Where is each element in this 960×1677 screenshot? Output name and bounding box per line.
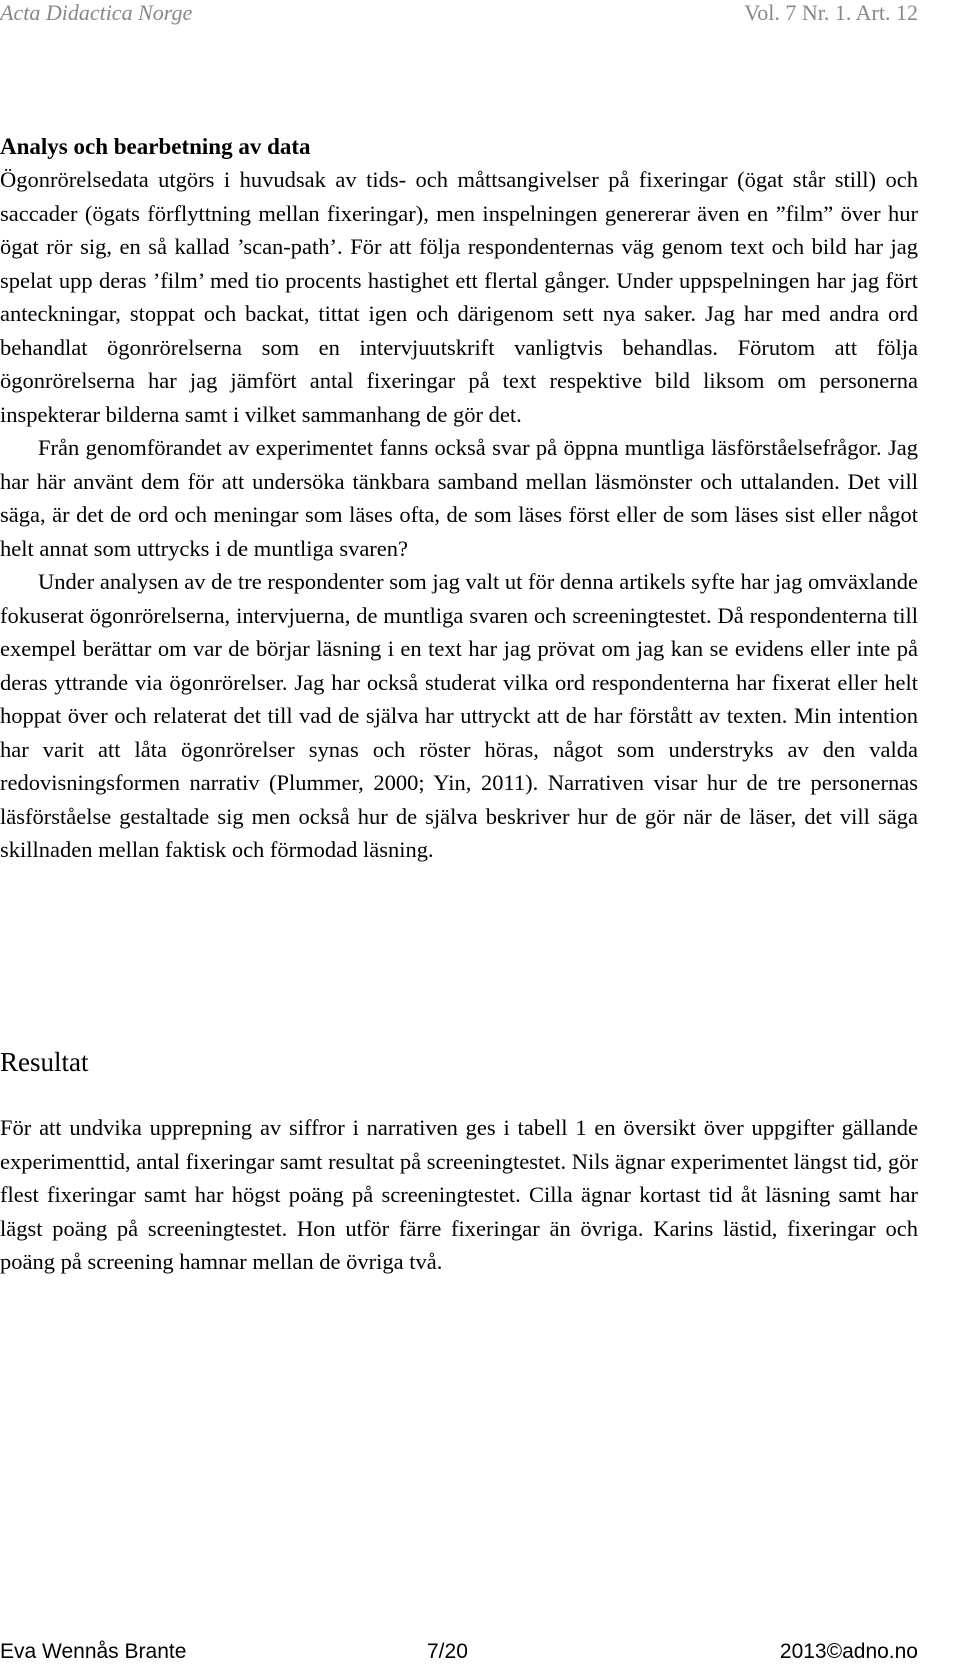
- paragraph: För att undvika upprepning av siffror i narrativen ges i tabell 1 en översikt över uppgifter gällande experimenttid, antal fixeringar samt resultat på screeningtestet. Nils ägnar experimentet längst tid, gör flest fixeringar samt har högst poäng på screeningtestet. Cilla ägnar kortast tid åt läsning samt har lägst poäng på screeningtestet. Hon utför färre fixeringar än övriga. Karins lästid, fixeringar och poäng på screening hamnar mellan de övriga två.: [0, 1115, 918, 1274]
- article-body: [0, 130, 918, 867]
- results-body: [0, 1111, 918, 1279]
- section-heading-results: Resultat: [0, 1047, 89, 1077]
- page-footer: [0, 1640, 918, 1670]
- author-name: Eva Wennås Brante: [0, 1640, 187, 1663]
- running-head: [0, 0, 918, 28]
- section-heading-analysis: Analys och bearbetning av data: [0, 134, 311, 159]
- issue-info: Vol. 7 Nr. 1. Art. 12: [744, 0, 918, 25]
- paragraph: Från genomförandet av experimentet fanns också svar på öppna muntliga läsförståelsefrågor. Jag har här använt dem för att undersöka tänkbara samband mellan läsmönster och uttalanden. Det vill säga, är det de ord och meningar som läses ofta, de som läses först eller de som läses sist eller något helt annat som uttrycks i de muntliga svaren?: [0, 435, 918, 561]
- copyright-notice: 2013©adno.no: [779, 1640, 918, 1663]
- paragraph: Ögonrörelsedata utgörs i huvudsak av tids- och måttsangivelser på fixeringar (ögat står still) och saccader (ögats förflyttning mellan fixeringar), men inspelningen genererar även en ”film” över hur ögat rör sig, en så kallad ’scan-path’. För att följa respondenternas väg genom text och bild har jag spelat upp deras ’film’ med tio procents hastighet ett flertal gånger. Under uppspelningen har jag fört anteckningar, stoppat och backat, tittat igen och därigenom sett nya saker. Jag har med andra ord behandlat ögonrörelserna som en intervjuutskrift vanligtvis behandlas. Förutom att följa ögonrörelserna har jag jämfört antal fixeringar på text respektive bild liksom om personerna inspekterar bilderna samt i vilket sammanhang de gör det.: [0, 167, 918, 427]
- journal-name: Acta Didactica Norge: [0, 0, 193, 25]
- page-number: 7/20: [427, 1640, 468, 1663]
- paragraph: Under analysen av de tre respondenter som jag valt ut för denna artikels syfte har jag omväxlande fokuserat ögonrörelserna, intervjuerna, de muntliga svaren och screeningtestet. Då respondenterna till exempel berättar om var de börjar läsning i en text har jag prövat om jag kan se evidens eller inte på deras yttrande via ögonrörelser. Jag har också studerat vilka ord respondenterna har fixerat eller helt hoppat över och relaterat det till vad de själva har uttryckt att de har förstått av texten. Min intention har varit att låta ögonrörelser synas och röster höras, något som understryks av den valda redovisningsformen narrativ (Plummer, 2000; Yin, 2011). Narrativen visar hur de tre personernas läsförståelse gestaltade sig men också hur de själva beskriver hur de gör när de läser, det vill säga skillnaden mellan faktisk och förmodad läsning.: [0, 569, 918, 862]
